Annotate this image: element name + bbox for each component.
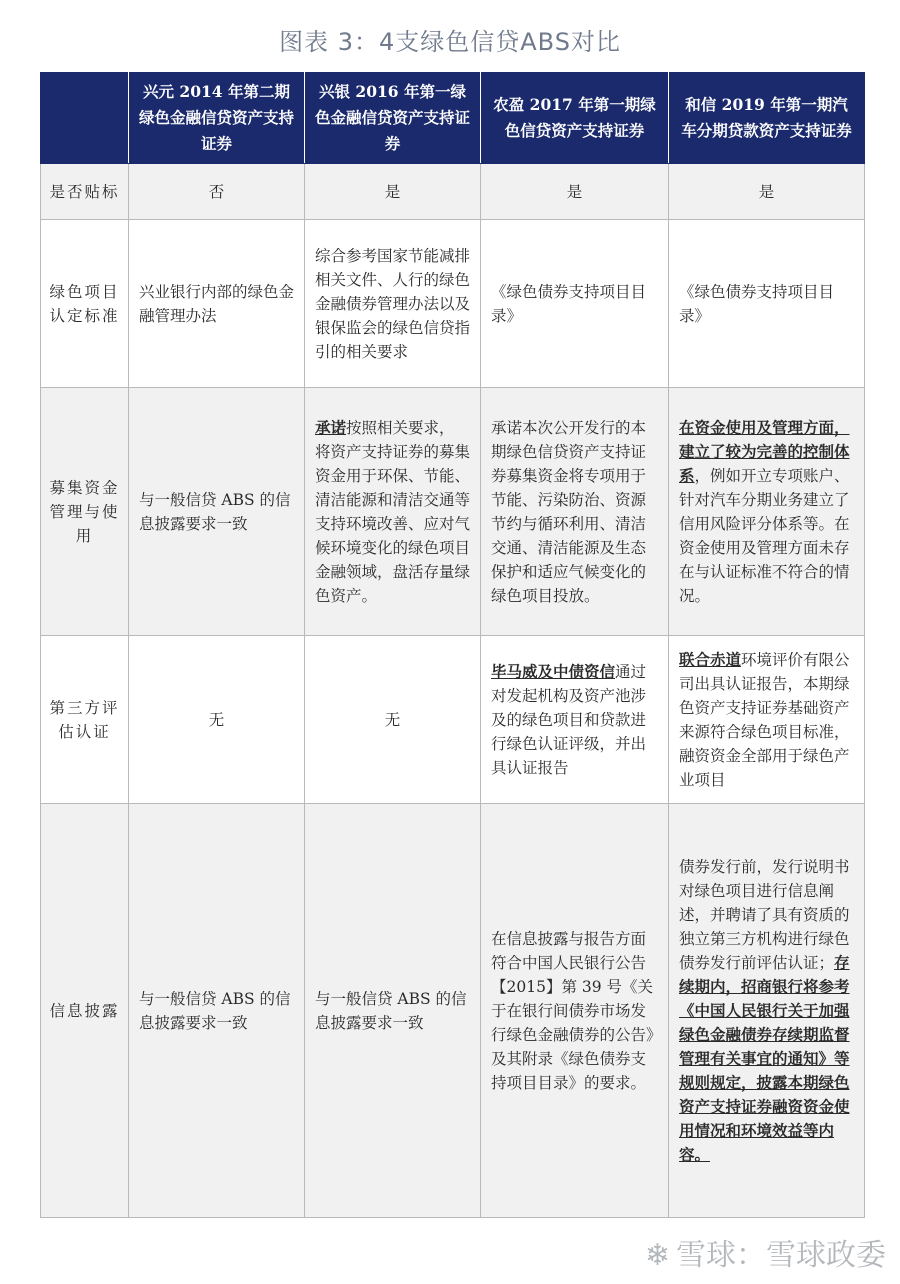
row-label-disclosure: 信息披露	[41, 804, 129, 1218]
funds-c4-emphasis: 在资金使用及管理方面，建立了较为完善的控制体系	[679, 417, 850, 485]
watermark	[645, 1230, 886, 1274]
cell-thirdparty-c1: 无	[129, 636, 305, 804]
cell-tag-c1: 否	[129, 164, 305, 220]
funds-c2-text: 按照相关要求，将资产支持证券的募集资金用于环保、节能、清洁能源和清洁交通等支持环境改善、应对气候环境变化的绿色项目金融领域，盘活存量绿色资产。	[315, 418, 471, 605]
watermark-text: 雪球：雪球政委	[676, 1238, 886, 1273]
cell-disclosure-c1: 与一般信贷 ABS 的信息披露要求一致	[129, 804, 305, 1218]
snowball-logo-icon: ❄	[644, 1238, 670, 1273]
funds-c4-text: ，例如开立专项账户、针对汽车分期业务建立了信用风险评分体系等。在资金使用及管理方面未存在与认证标准不符合的情况。	[679, 466, 850, 605]
header-nongying-2017: 农盈 2017 年第一期绿色信贷资产支持证券	[481, 73, 669, 164]
table-header-row	[41, 73, 865, 164]
row-label-standard: 绿色项目认定标准	[41, 220, 129, 388]
page-title: 图表 3：4支绿色信贷ABS对比	[279, 28, 621, 56]
cell-disclosure-c3: 在信息披露与报告方面符合中国人民银行公告【2015】第 39 号《关于在银行间债券市场发行绿色金融债券的公告》及其附录《绿色债券支持项目目录》的要求。	[481, 804, 669, 1218]
row-label-funds: 募集资金管理与使用	[41, 388, 129, 636]
header-xingyuan-2014: 兴元 2014 年第二期绿色金融信贷资产支持证券	[129, 73, 305, 164]
table-row-disclosure	[41, 804, 865, 1218]
cell-standard-c4: 《绿色债券支持项目目录》	[669, 220, 865, 388]
cell-tag-c3: 是	[481, 164, 669, 220]
cell-funds-c3: 承诺本次公开发行的本期绿色信贷资产支持证券募集资金将专项用于节能、污染防治、资源节约与循环利用、清洁交通、清洁能源及生态保护和适应气候变化的绿色项目投放。	[481, 388, 669, 636]
thirdparty-c3-emphasis: 毕马威及中债资信	[491, 661, 616, 681]
header-hexin-2019: 和信 2019 年第一期汽车分期贷款资产支持证券	[669, 73, 865, 164]
cell-funds-c4	[669, 388, 865, 636]
cell-standard-c2: 综合参考国家节能减排相关文件、人行的绿色金融债券管理办法以及银保监会的绿色信贷指引的相关要求	[305, 220, 481, 388]
abs-comparison-table	[40, 72, 865, 1218]
cell-thirdparty-c3	[481, 636, 669, 804]
row-label-thirdparty: 第三方评估认证	[41, 636, 129, 804]
cell-thirdparty-c4	[669, 636, 865, 804]
table-row-standard	[41, 220, 865, 388]
cell-thirdparty-c2: 无	[305, 636, 481, 804]
cell-funds-c1: 与一般信贷 ABS 的信息披露要求一致	[129, 388, 305, 636]
header-xingyin-2016: 兴银 2016 年第一绿色金融信贷资产支持证券	[305, 73, 481, 164]
thirdparty-c3-text: 通过对发起机构及资产池涉及的绿色项目和贷款进行绿色认证评级，并出具认证报告	[491, 662, 647, 777]
thirdparty-c4-text: 环境评价有限公司出具认证报告，本期绿色资产支持证券基础资产来源符合绿色项目标准，融资资金全部用于绿色产业项目	[679, 650, 850, 789]
disclosure-c4-text: 债券发行前，发行说明书对绿色项目进行信息阐述，并聘请了具有资质的独立第三方机构进行绿色债券发行前评估认证；	[679, 857, 850, 972]
funds-c2-emphasis: 承诺	[315, 417, 347, 437]
disclosure-c4-emphasis: 存续期内，招商银行将参考《中国人民银行关于加强绿色金融债券存续期监督管理有关事宜的通知》等规则规定，披露本期绿色资产支持证券融资资金使用情况和环境效益等内容。	[679, 952, 850, 1164]
cell-disclosure-c2: 与一般信贷 ABS 的信息披露要求一致	[305, 804, 481, 1218]
cell-tag-c2: 是	[305, 164, 481, 220]
row-label-tag: 是否贴标	[41, 164, 129, 220]
thirdparty-c4-emphasis: 联合赤道	[679, 649, 742, 669]
cell-tag-c4: 是	[669, 164, 865, 220]
cell-standard-c3: 《绿色债券支持项目目录》	[481, 220, 669, 388]
cell-standard-c1: 兴业银行内部的绿色金融管理办法	[129, 220, 305, 388]
cell-disclosure-c4	[669, 804, 865, 1218]
table-row-thirdparty	[41, 636, 865, 804]
table-row-tag	[41, 164, 865, 220]
header-empty	[41, 73, 129, 164]
table-row-funds	[41, 388, 865, 636]
cell-funds-c2	[305, 388, 481, 636]
